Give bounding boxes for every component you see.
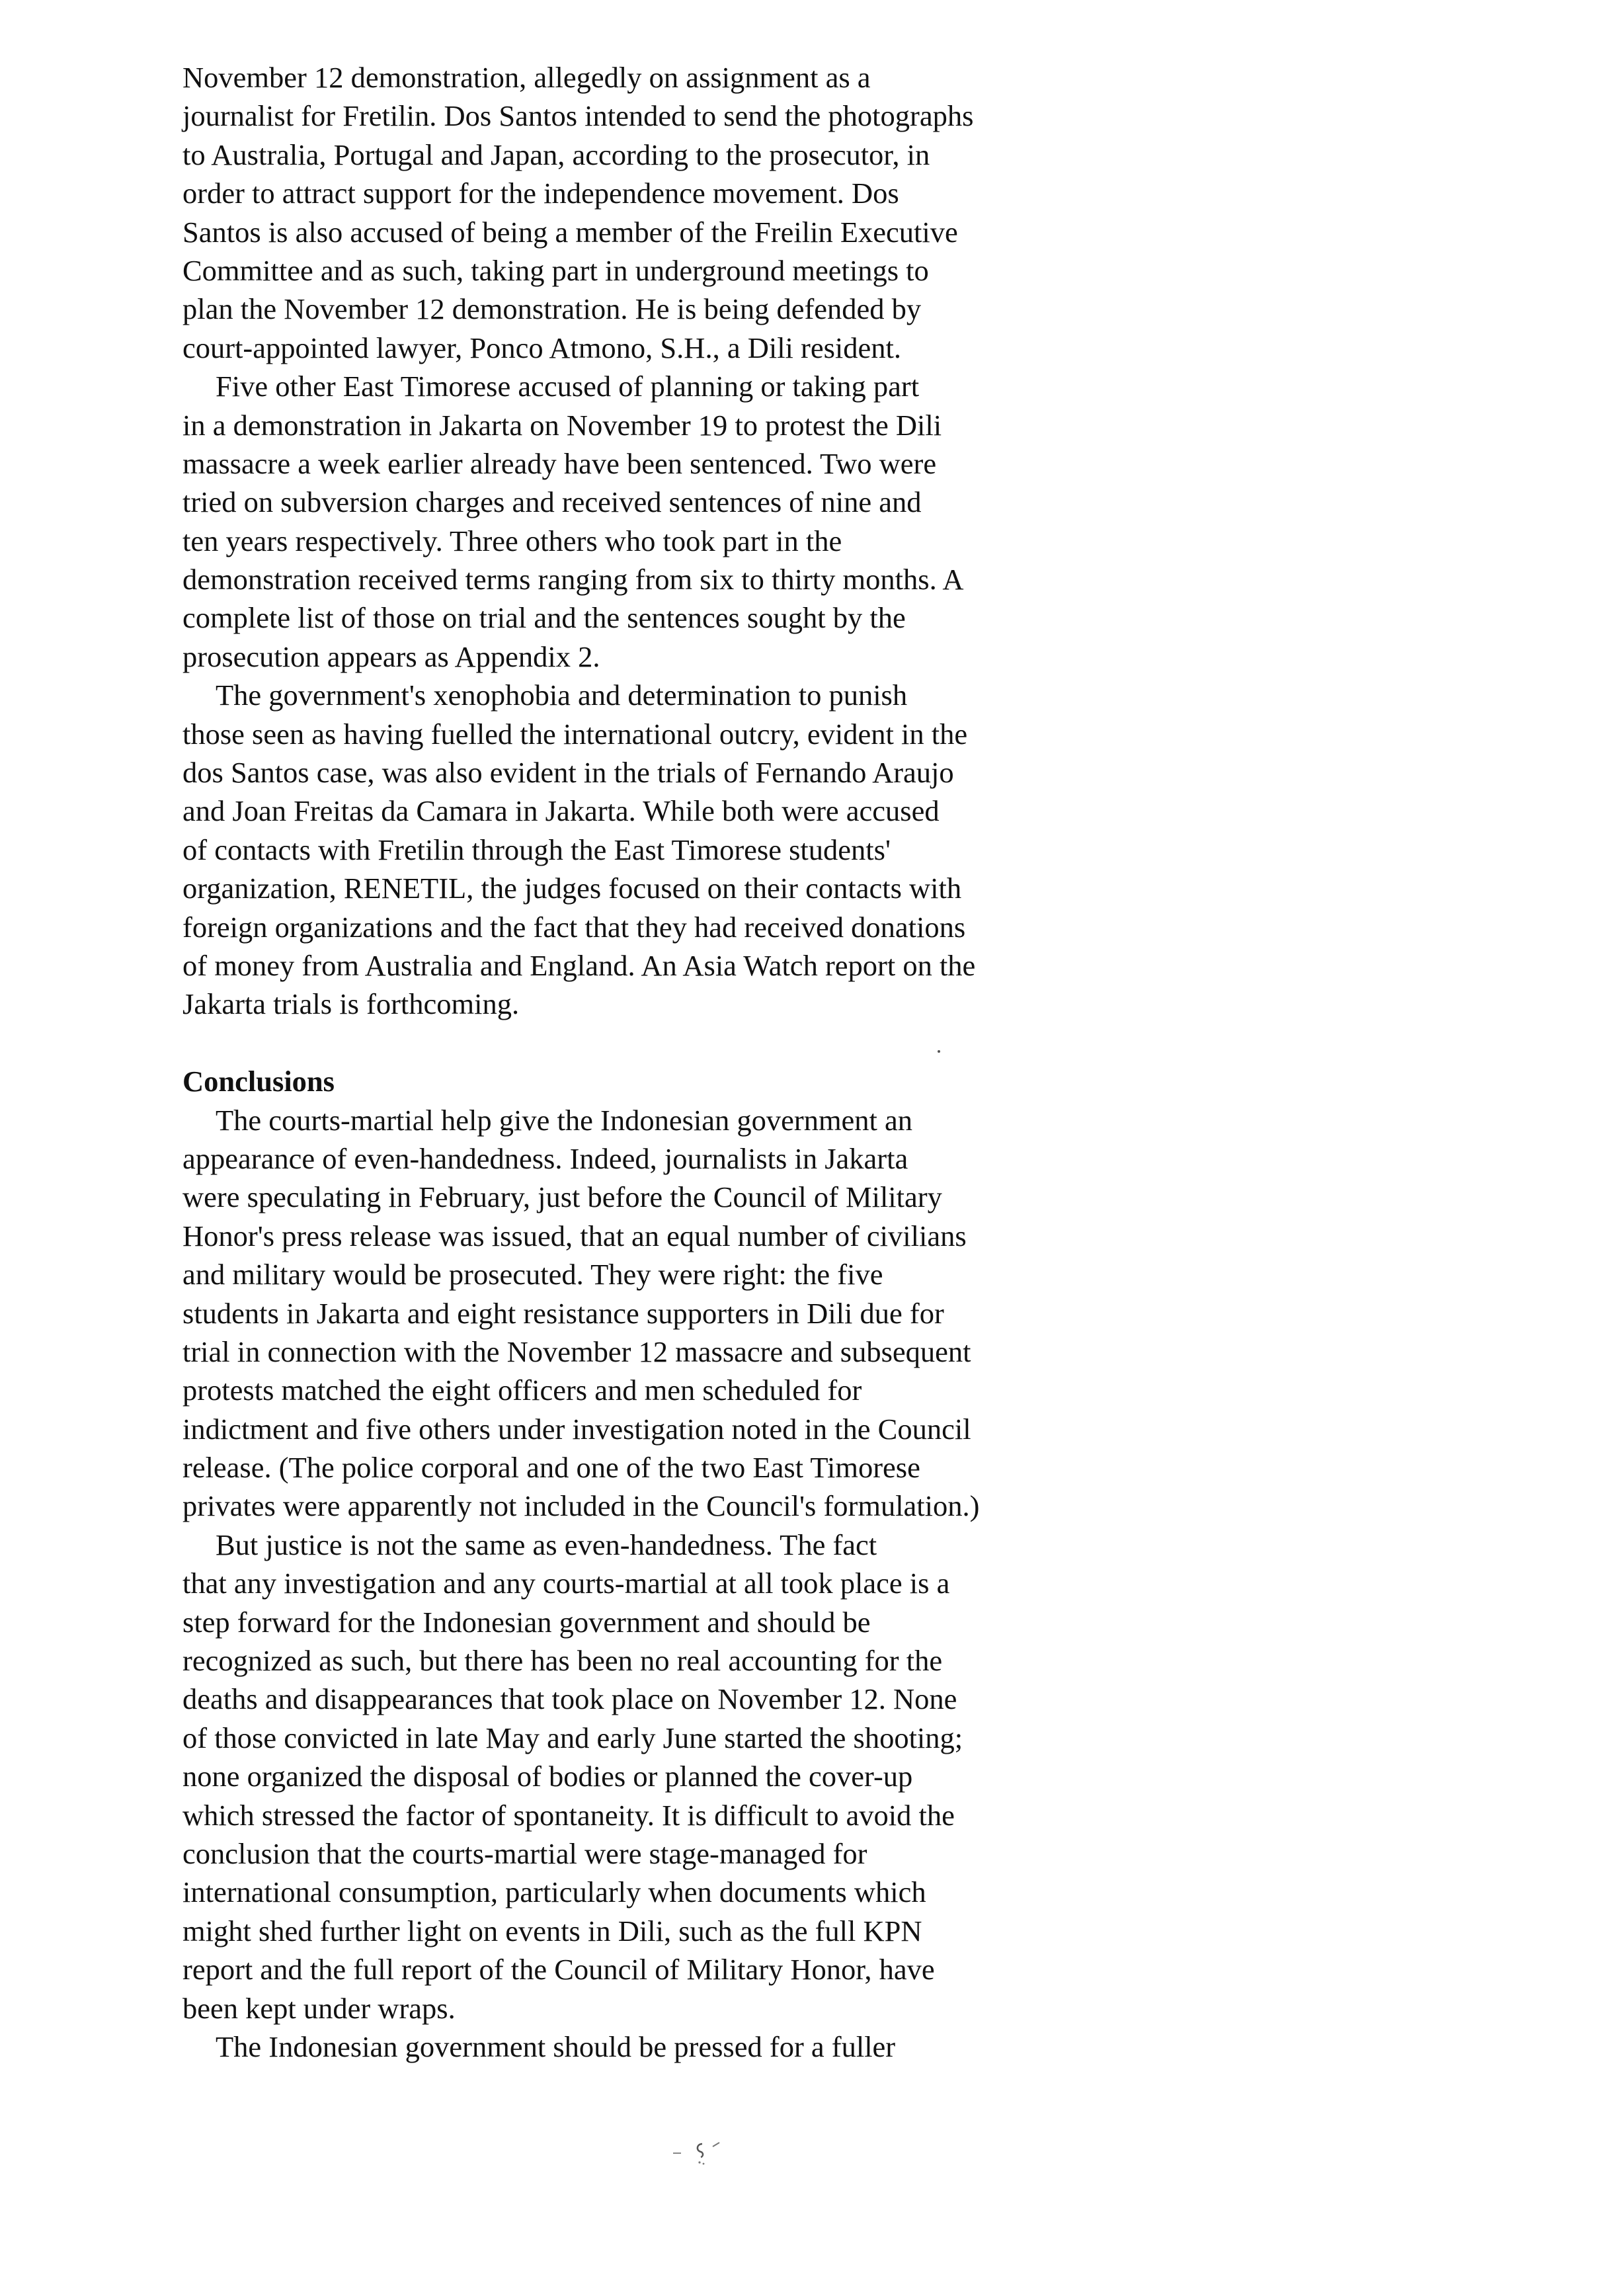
text-line: of contacts with Fretilin through the East Timorese students' bbox=[182, 833, 891, 866]
document-body bbox=[182, 58, 1135, 2066]
text-line: protests matched the eight officers and men scheduled for bbox=[182, 1374, 862, 1407]
text-line: tried on subversion charges and received sentences of nine and bbox=[182, 485, 922, 519]
handwritten-page-mark bbox=[668, 2135, 741, 2168]
text-line: court-appointed lawyer, Ponco Atmono, S.H., a Dili resident. bbox=[182, 331, 902, 364]
text-line: dos Santos case, was also evident in the trials of Fernando Araujo bbox=[182, 756, 954, 790]
paragraph bbox=[182, 676, 1135, 1024]
text-line: none organized the disposal of bodies or planned the cover-up bbox=[182, 1760, 913, 1793]
text-line: Five other East Timorese accused of planning or taking part bbox=[216, 370, 920, 403]
text-line: Santos is also accused of being a member of the Freilin Executive bbox=[182, 215, 958, 249]
text-line: might shed further light on events in Dili, such as the full KPN bbox=[182, 1914, 922, 1948]
paragraph bbox=[182, 1526, 1135, 2028]
text-line: The government's xenophobia and determination to punish bbox=[216, 678, 908, 712]
text-line: that any investigation and any courts-martial at all took place is a bbox=[182, 1567, 950, 1600]
text-line: step forward for the Indonesian government and should be bbox=[182, 1605, 871, 1639]
text-line: report and the full report of the Council of Military Honor, have bbox=[182, 1953, 935, 1987]
paragraph bbox=[182, 367, 1135, 676]
section-spacer bbox=[182, 1024, 1135, 1062]
text-line: were speculating in February, just before the Council of Military bbox=[182, 1180, 942, 1214]
text-line: The Indonesian government should be pressed for a fuller bbox=[216, 2030, 896, 2063]
text-line: Honor's press release was issued, that an equal number of civilians bbox=[182, 1219, 967, 1252]
paragraph bbox=[182, 58, 1135, 367]
text-line: indictment and five others under investigation noted in the Council bbox=[182, 1412, 971, 1446]
text-line: privates were apparently not included in the Council's formulation.) bbox=[182, 1489, 980, 1523]
text-line: Jakarta trials is forthcoming. bbox=[182, 987, 520, 1021]
text-line: recognized as such, but there has been no real accounting for the bbox=[182, 1644, 943, 1678]
text-line: trial in connection with the November 12 massacre and subsequent bbox=[182, 1334, 971, 1368]
paragraph bbox=[182, 2028, 1135, 2066]
text-line: plan the November 12 demonstration. He is being defended by bbox=[182, 292, 922, 326]
text-line: ten years respectively. Three others who took part in the bbox=[182, 524, 842, 557]
text-line: Committee and as such, taking part in underground meetings to bbox=[182, 253, 929, 287]
text-line: November 12 demonstration, allegedly on assignment as a bbox=[182, 61, 871, 94]
text-line: which stressed the factor of spontaneity. It is difficult to avoid the bbox=[182, 1798, 955, 1832]
text-line: massacre a week earlier already have been sentenced. Two were bbox=[182, 446, 937, 480]
text-line: demonstration received terms ranging from six to thirty months. A bbox=[182, 563, 964, 596]
text-line: and military would be prosecuted. They were right: the five bbox=[182, 1258, 883, 1292]
text-line: of money from Australia and England. An Asia Watch report on the bbox=[182, 948, 976, 982]
text-line: been kept under wraps. bbox=[182, 1991, 456, 2025]
text-line: and Joan Freitas da Camara in Jakarta. While both were accused bbox=[182, 794, 940, 828]
section-heading: Conclusions bbox=[182, 1065, 335, 1098]
text-line: organization, RENETIL, the judges focused on their contacts with bbox=[182, 872, 962, 905]
text-line: complete list of those on trial and the sentences sought by the bbox=[182, 601, 906, 635]
text-line: prosecution appears as Appendix 2. bbox=[182, 639, 600, 673]
text-line: release. (The police corporal and one of the two East Timorese bbox=[182, 1451, 920, 1485]
text-line: deaths and disappearances that took place on November 12. None bbox=[182, 1682, 957, 1716]
text-line: those seen as having fuelled the international outcry, evident in the bbox=[182, 717, 968, 751]
text-line: conclusion that the courts-martial were stage-managed for bbox=[182, 1836, 867, 1870]
text-line: international consumption, particularly when documents which bbox=[182, 1875, 926, 1909]
text-line: journalist for Fretilin. Dos Santos intended to send the photographs bbox=[182, 99, 974, 133]
text-line: But justice is not the same as even-handedness. The fact bbox=[216, 1528, 877, 1561]
text-line: to Australia, Portugal and Japan, according to the prosecutor, in bbox=[182, 138, 930, 171]
scan-speck bbox=[938, 1050, 940, 1053]
text-line: students in Jakarta and eight resistance supporters in Dili due for bbox=[182, 1296, 944, 1330]
text-line: of those convicted in late May and early June started the shooting; bbox=[182, 1721, 963, 1754]
paragraph bbox=[182, 1101, 1135, 1526]
text-line: appearance of even-handedness. Indeed, journalists in Jakarta bbox=[182, 1141, 908, 1175]
text-line: in a demonstration in Jakarta on November 19 to protest the Dili bbox=[182, 408, 942, 442]
text-line: order to attract support for the independence movement. Dos bbox=[182, 177, 899, 210]
text-line: foreign organizations and the fact that they had received donations bbox=[182, 910, 966, 944]
text-line: The courts-martial help give the Indonesian government an bbox=[216, 1103, 913, 1137]
